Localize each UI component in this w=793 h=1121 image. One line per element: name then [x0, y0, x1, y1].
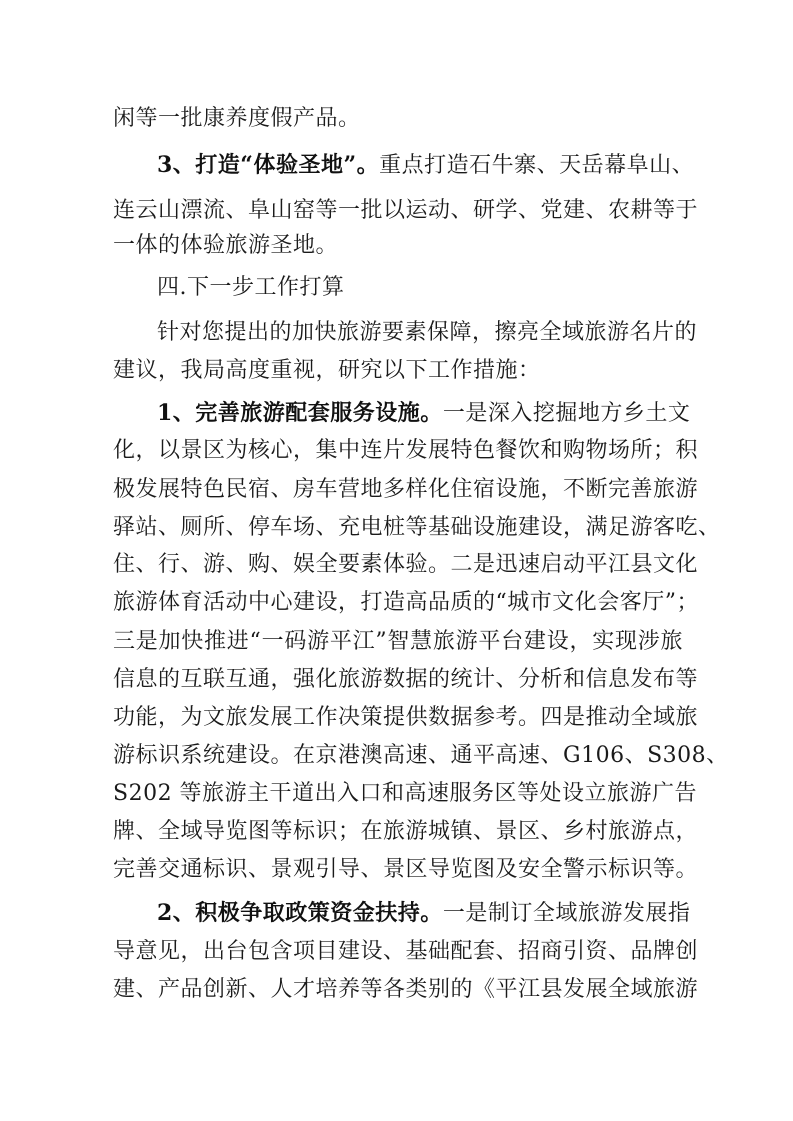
paragraph-line: 建、产品创新、人才培养等各类别的《平江县发展全域旅游 — [113, 977, 699, 1002]
paragraph-line: 信息的互联互通，强化旅游数据的统计、分析和信息发布等 — [113, 667, 699, 692]
paragraph-line: 2、积极争取政策资金扶持。一是制订全域旅游发展指 — [157, 900, 691, 926]
paragraph-line: 功能，为文旅发展工作决策提供数据参考。四是推动全域旅 — [113, 705, 699, 730]
paragraph-line: 3、打造“体验圣地”。重点打造石牛寨、天岳幕阜山、 — [157, 152, 695, 178]
paragraph-line: 住、行、游、购、娱全要素体验。二是迅速启动平江县文化 — [113, 552, 699, 577]
section-heading: 1、完善旅游配套服务设施。 — [157, 400, 443, 426]
section-heading: 3、打造“体验圣地”。 — [157, 152, 380, 178]
paragraph-line: 游标识系统建设。在京港澳高速、通平高速、G106、S308、 — [113, 743, 729, 768]
paragraph-line: 完善交通标识、景观引导、景区导览图及安全警示标识等。 — [113, 857, 699, 882]
paragraph-line: 一体的体验旅游圣地。 — [113, 233, 339, 258]
paragraph-line: 牌、全域导览图等标识；在旅游城镇、景区、乡村旅游点， — [113, 819, 699, 844]
paragraph-line: 旅游体育活动中心建设，打造高品质的“城市文化会客厅”； — [113, 590, 699, 615]
paragraph-line: 1、完善旅游配套服务设施。一是深入挖掘地方乡土文 — [157, 400, 691, 426]
paragraph-line: 建议，我局高度重视，研究以下工作措施： — [113, 358, 541, 383]
paragraph-line: S202 等旅游主干道出入口和高速服务区等处设立旅游广告 — [113, 781, 698, 806]
paragraph-line: 驿站、厕所、停车场、充电桩等基础设施建设，满足游客吃、 — [113, 515, 721, 540]
paragraph-line: 闲等一批康养度假产品。 — [113, 106, 361, 131]
paragraph-line: 三是加快推进“一码游平江”智慧旅游平台建设，实现涉旅 — [113, 629, 683, 654]
paragraph-line: 针对您提出的加快旅游要素保障，擦亮全域旅游名片的 — [157, 320, 698, 345]
paragraph-line: 极发展特色民宿、房车营地多样化住宿设施，不断完善旅游 — [113, 477, 699, 502]
paragraph-line: 导意见，出台包含项目建设、基础配套、招商引资、品牌创 — [113, 939, 699, 964]
paragraph-line: 连云山漂流、阜山窑等一批以运动、研学、党建、农耕等于 — [113, 198, 699, 223]
section-heading: 2、积极争取政策资金扶持。 — [157, 900, 443, 926]
section-title: 四.下一步工作打算 — [157, 275, 345, 300]
paragraph-line: 化，以景区为核心，集中连片发展特色餐饮和购物场所；积 — [113, 438, 699, 463]
